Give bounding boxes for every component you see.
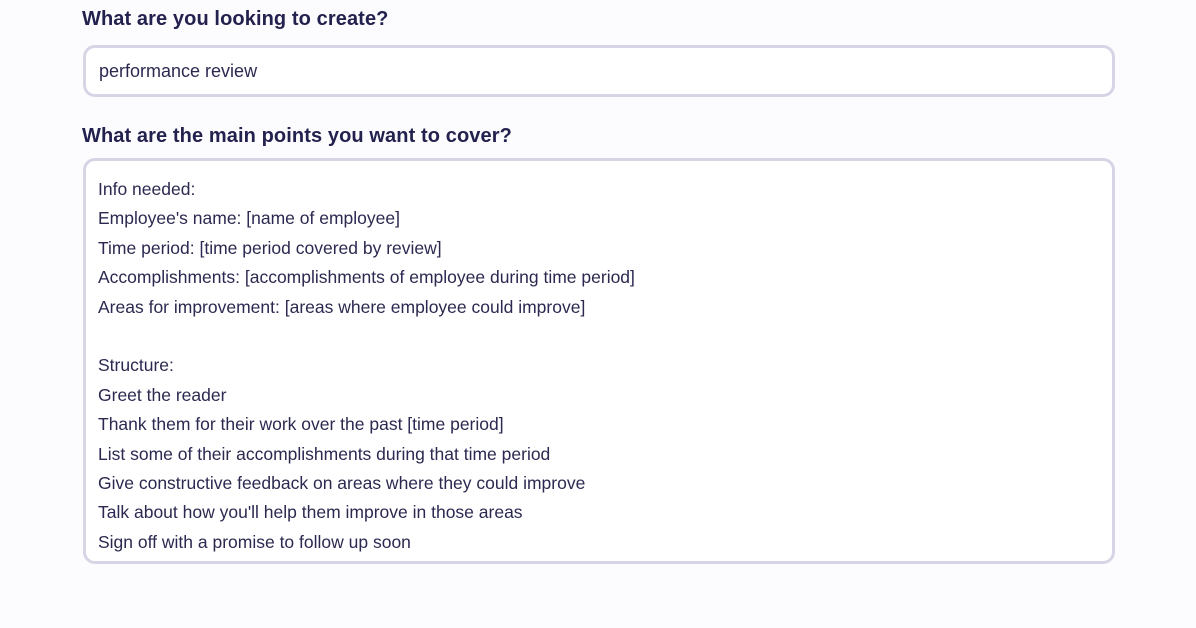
textarea-line: Give constructive feedback on areas where they could improve [98,472,586,493]
textarea-line: List some of their accomplishments during that time period [98,443,551,464]
main-points-textarea[interactable] [83,158,1115,564]
textarea-line: Talk about how you'll help them improve in those areas [98,502,523,523]
textarea-line: Greet the reader [98,384,227,405]
textarea-line: Sign off with a promise to follow up soon [98,531,411,552]
textarea-line: Areas for improvement: [areas where employee could improve] [98,296,586,317]
main-points-label: What are the main points you want to cover? [82,125,512,147]
create-input[interactable] [83,45,1115,97]
textarea-line: Info needed: [98,179,196,199]
textarea-line: Thank them for their work over the past [time period] [98,414,504,435]
textarea-blank-line [98,322,1100,351]
textarea-line: Time period: [time period covered by review] [98,237,442,258]
textarea-line: Structure: [98,355,174,376]
create-field-label: What are you looking to create? [82,8,389,30]
textarea-line: Accomplishments: [accomplishments of employee during time period] [98,267,635,288]
textarea-line: Employee's name: [name of employee] [98,208,400,229]
